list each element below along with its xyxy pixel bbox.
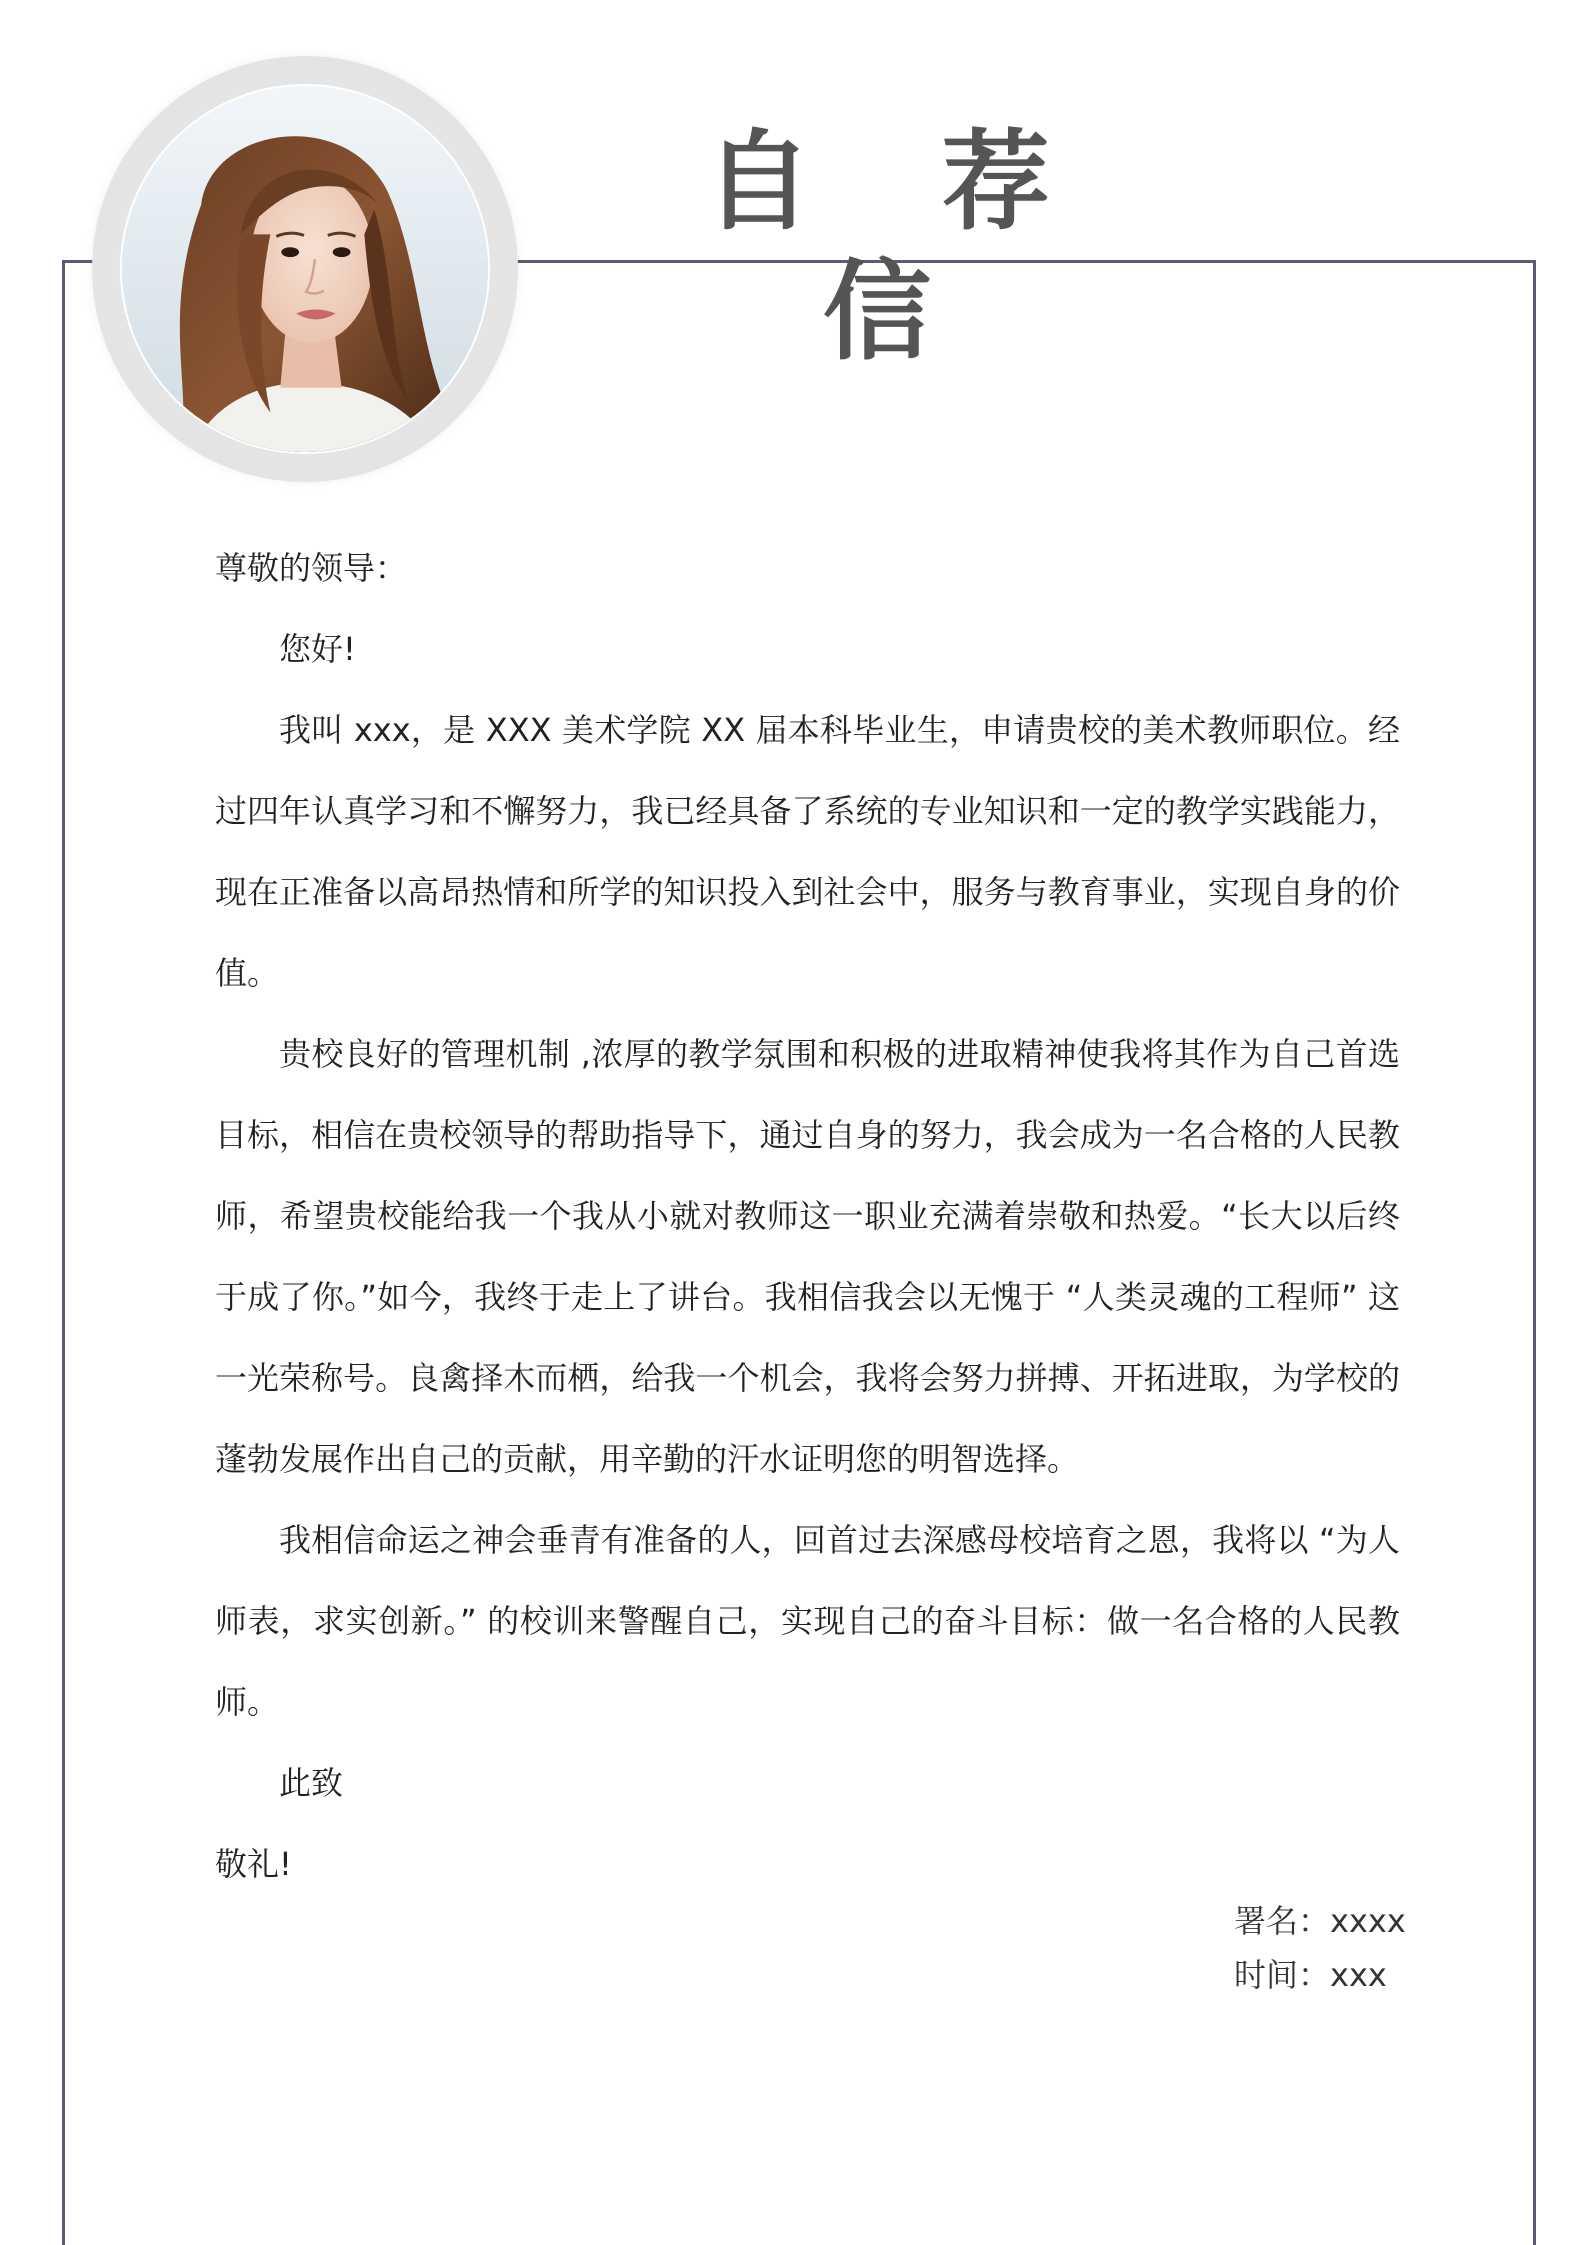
signature-name: 署名：xxxx	[1234, 1902, 1406, 1940]
portrait-image	[122, 86, 488, 452]
signature-date: 时间：xxx	[1234, 1956, 1387, 1994]
salutation: 尊敬的领导：	[215, 549, 408, 587]
paragraph-2: 贵校良好的管理机制 ,浓厚的教学氛围和积极的进取精神使我将其作为自己首选目标，相信在贵校领导的帮助指导下，通过自身的努力，我会成为一名合格的人民教师，希望贵校能给我一个我从小就对教师这一职业充满着崇敬和热爱。“长大以后终于成了你。”如今，我终于走上了讲台。我相信我会以无愧于 “人类灵魂的工程师” 这一光荣称号。良禽择木而栖，给我一个机会，我将会努力拼搏、开拓进取，为学校的蓬勃发展作出自己的贡献，用辛勤的汗水证明您的明智选择。	[215, 1035, 1400, 1478]
avatar	[120, 84, 490, 454]
closing-line-1: 此致	[279, 1764, 344, 1802]
paragraph-1: 我叫 xxx，是 XXX 美术学院 XX 届本科毕业生，申请贵校的美术教师职位。经过四年认真学习和不懈努力，我已经具备了系统的专业知识和一定的教学实践能力，现在正准备以高昂热情和所学的知识投入到社会中，服务与教育事业，实现自身的价值。	[215, 711, 1400, 992]
avatar-halo	[92, 56, 518, 482]
signature-block	[1234, 1894, 1406, 2002]
paragraph-3: 我相信命运之神会垂青有准备的人，回首过去深感母校培育之恩，我将以 “为人师表，求实创新。” 的校训来警醒自己，实现自己的奋斗目标：做一名合格的人民教师。	[215, 1521, 1400, 1721]
letter-body	[215, 528, 1400, 1905]
closing-line-2: 敬礼!	[215, 1845, 292, 1883]
page-title: 自 荐 信	[704, 120, 1096, 375]
greeting: 您好!	[279, 630, 356, 668]
